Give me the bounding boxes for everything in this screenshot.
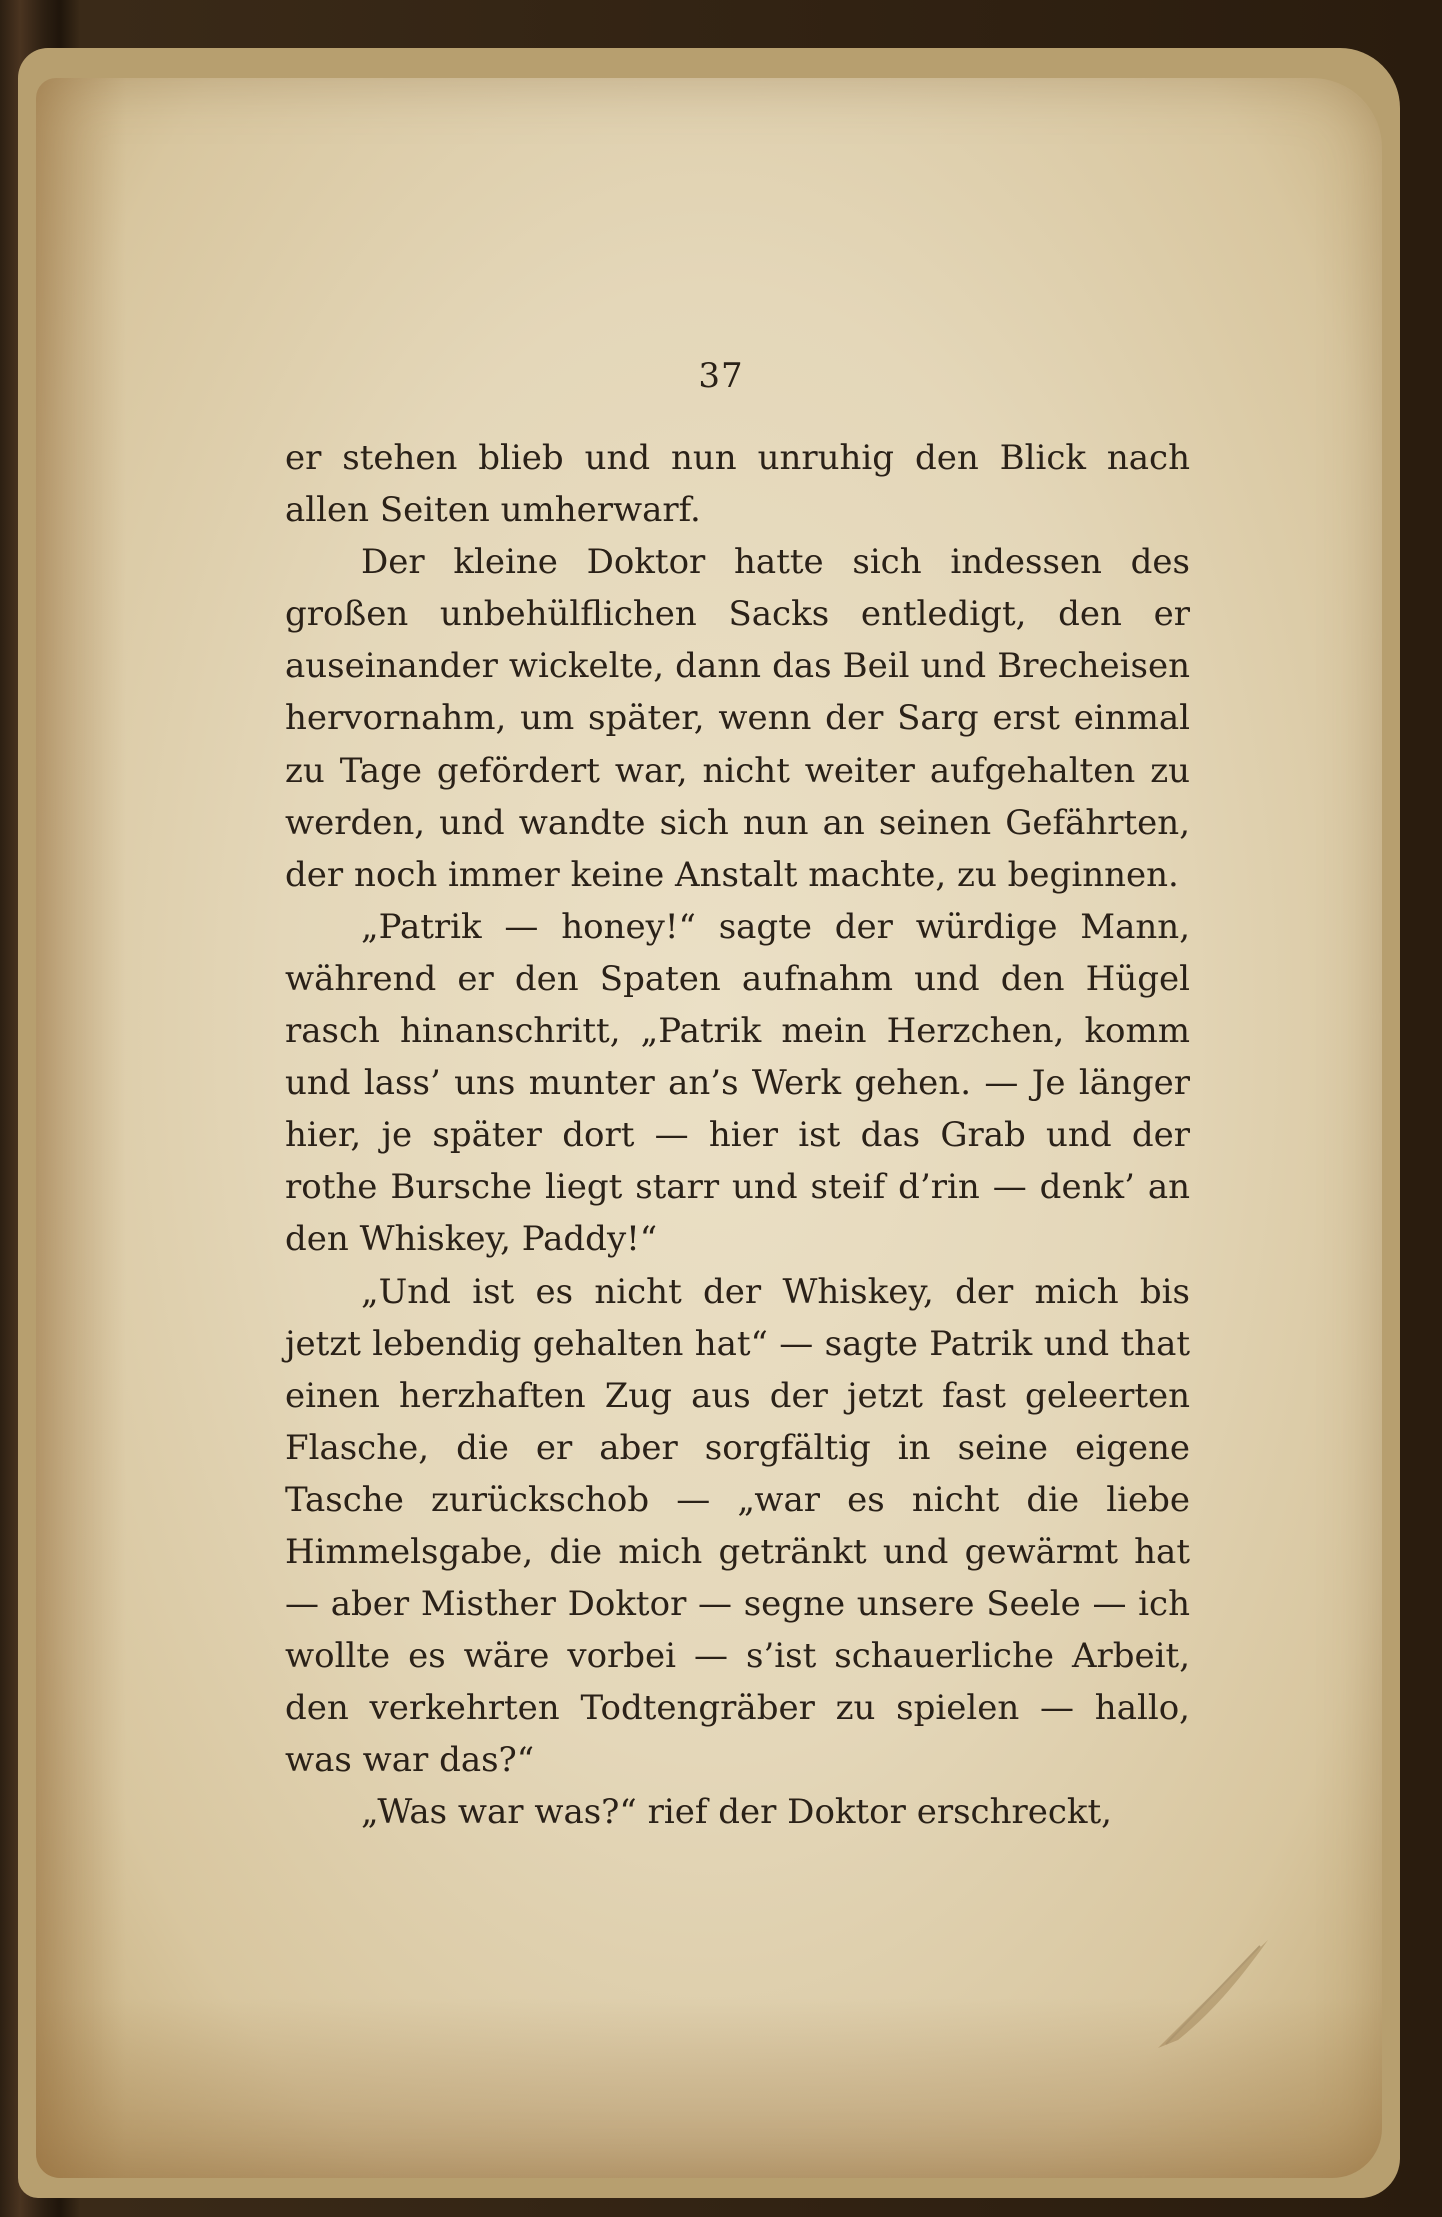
faded-quill-stamp-icon [1148,1928,1278,2058]
paragraph: er stehen blieb und nun unruhig den Blick nach allen Seiten umherwarf. [285,438,1190,531]
body-text [285,432,1190,1839]
paragraph: „Was war was?“ rief der Doktor erschreckt, [361,1792,1112,1833]
paragraph: Der kleine Doktor hatte sich indessen des großen unbehülflichen Sacks entledigt, den er auseinander wickelte, dann das Beil und Brecheisen hervornahm, um später, wenn der Sarg erst einmal zu Tage gefördert war, nicht weiter aufgehalten zu werden, und wandte sich nun an seinen Gefährten, der noch immer keine Anstalt machte, zu beginnen. [285,542,1190,895]
paragraph: „Und ist es nicht der Whiskey, der mich bis jetzt lebendig gehalten hat“ — sagte Patrik und that einen herzhaften Zug aus der jetzt fast geleerten Flasche, die er aber sorgfältig in seine eigene Tasche zurückschob — „war es nicht die liebe Himmelsgabe, die mich getränkt und gewärmt hat — aber Misther Doktor — segne unsere Seele — ich wollte es wäre vorbei — s’ist schauerliche Arbeit, den verkehrten Todtengräber zu spielen — hallo, was war das?“ [285,1271,1190,1781]
page-number: 37 [698,356,744,396]
paragraph: „Patrik — honey!“ sagte der würdige Mann, während er den Spaten aufnahm und den Hügel rasch hinanschritt, „Patrik mein Herzchen, komm und lass’ uns munter an’s Werk gehen. — Je länger hier, je später dort — hier ist das Grab und der rothe Bursche liegt starr und steif d’rin — denk’ an den Whiskey, Paddy!“ [285,906,1190,1260]
